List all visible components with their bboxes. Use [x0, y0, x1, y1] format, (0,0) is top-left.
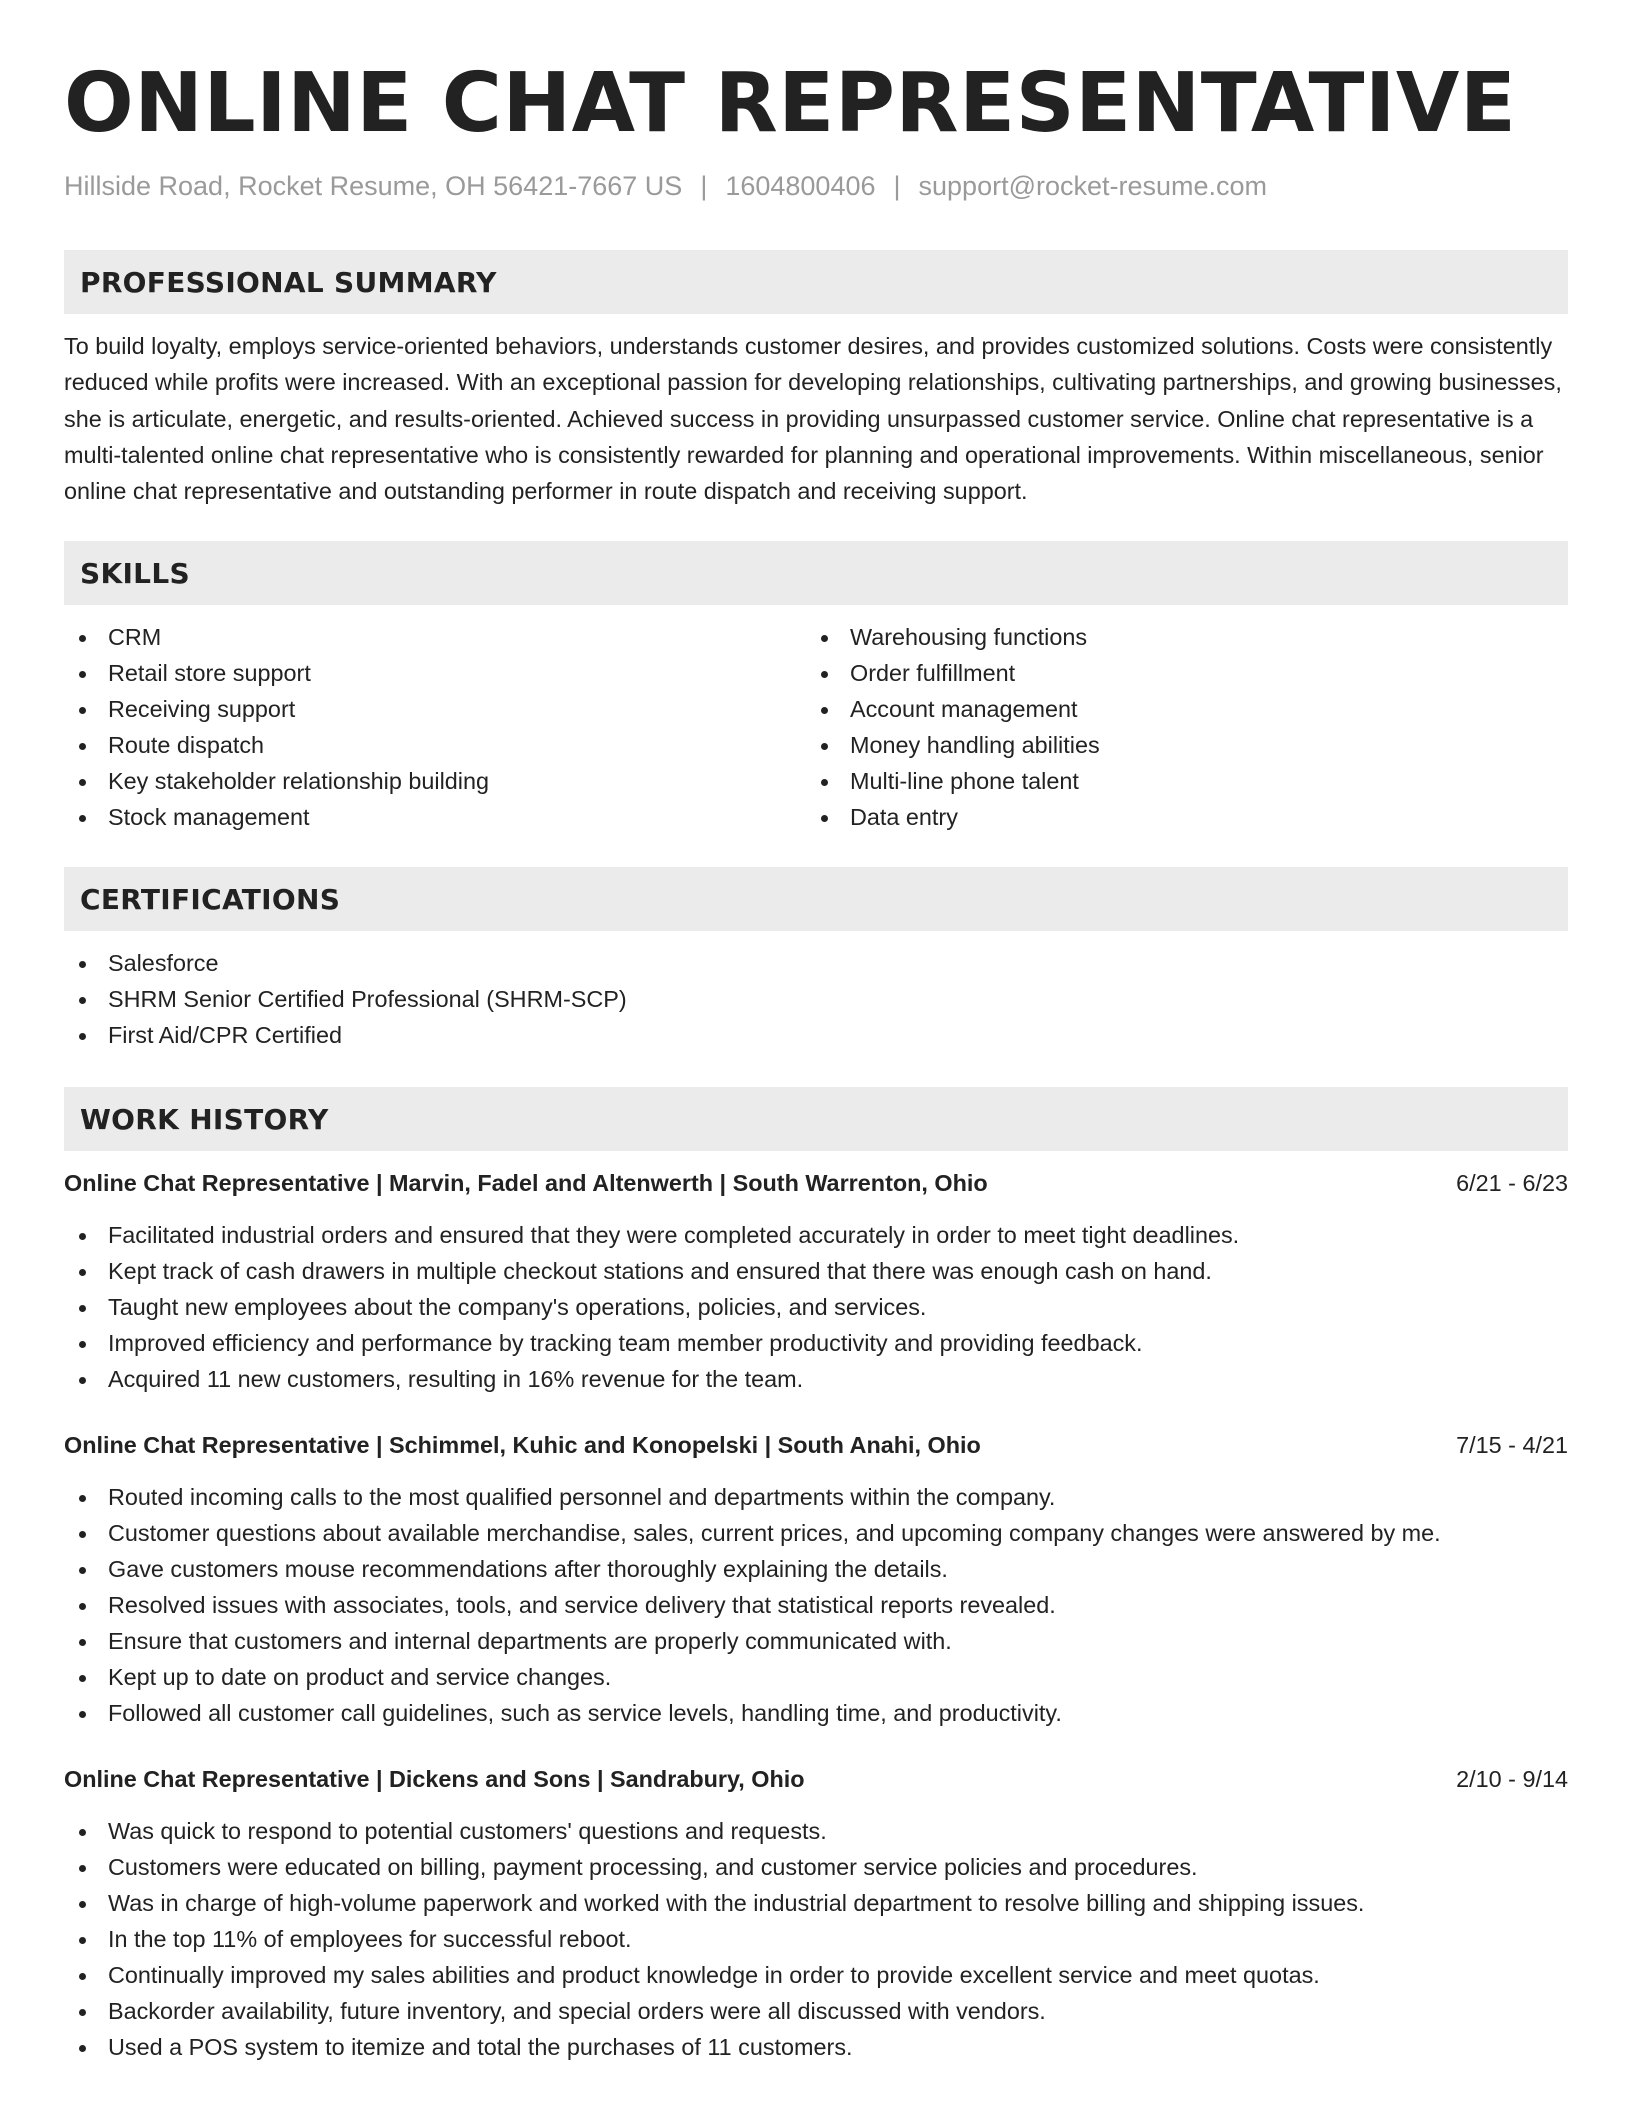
job-bullet: In the top 11% of employees for successful reboot.: [64, 1921, 1568, 1957]
job-bullet: Kept up to date on product and service changes.: [64, 1659, 1568, 1695]
job-bullet: Taught new employees about the company's operations, policies, and services.: [64, 1289, 1568, 1325]
skill-item: Retail store support: [64, 655, 806, 691]
candidate-name: ONLINE CHAT REPRESENTATIVE: [64, 56, 1517, 151]
job-bullet: Routed incoming calls to the most qualified personnel and departments within the company.: [64, 1479, 1568, 1515]
work-history-section-header: [64, 1087, 1568, 1151]
certification-item: Salesforce: [64, 945, 1568, 981]
skill-item: Stock management: [64, 799, 806, 835]
job-entry: [64, 1165, 1568, 1397]
job-bullet: Kept track of cash drawers in multiple checkout stations and ensured that there was enough cash on hand.: [64, 1253, 1568, 1289]
summary-text: To build loyalty, employs service-oriented behaviors, understands customer desires, and provides customized solutions. Costs were consistently reduced while profits were increased. With an exceptional passion for developing relationships, cultivating partnerships, and growing businesses, she is articulate, energetic, and results-oriented. Achieved success in providing unsurpassed customer service. Online chat representative is a multi-talented online chat representative who is consistently rewarded for planning and operational improvements. Within miscellaneous, senior online chat representative and outstanding performer in route dispatch and receiving support.: [64, 333, 1562, 505]
job-bullet: Customers were educated on billing, payment processing, and customer service policies and procedures.: [64, 1849, 1568, 1885]
job-dates: 2/10 - 9/14: [1456, 1766, 1568, 1793]
contact-address: Hillside Road, Rocket Resume, OH 56421-7667 US: [64, 171, 683, 201]
skill-item: Data entry: [806, 799, 1548, 835]
job-bullet: Used a POS system to itemize and total the purchases of 11 customers.: [64, 2029, 1568, 2065]
skills-section-header: [64, 541, 1568, 605]
job-title: Online Chat Representative | Marvin, Fadel and Altenwerth | South Warrenton, Ohio: [64, 1170, 988, 1197]
job-title: Online Chat Representative | Schimmel, Kuhic and Konopelski | South Anahi, Ohio: [64, 1432, 981, 1459]
skill-item: Account management: [806, 691, 1548, 727]
skill-item: Receiving support: [64, 691, 806, 727]
certifications-heading: CERTIFICATIONS: [80, 882, 341, 916]
job-bullet: Gave customers mouse recommendations after thoroughly explaining the details.: [64, 1551, 1568, 1587]
job-dates: 7/15 - 4/21: [1456, 1432, 1568, 1459]
skill-item: Order fulfillment: [806, 655, 1548, 691]
skills-list-right: [806, 619, 1548, 835]
summary-section-header: [64, 250, 1568, 314]
job-bullet: Ensure that customers and internal departments are properly communicated with.: [64, 1623, 1568, 1659]
job-bullet: Followed all customer call guidelines, such as service levels, handling time, and productivity.: [64, 1695, 1568, 1731]
contact-email[interactable]: support@rocket-resume.com: [918, 171, 1268, 201]
job-header: [64, 1761, 1568, 1797]
skill-item: CRM: [64, 619, 806, 655]
job-title: Online Chat Representative | Dickens and Sons | Sandrabury, Ohio: [64, 1766, 805, 1793]
skills-grid: [64, 619, 1568, 835]
job-bullet: Resolved issues with associates, tools, and service delivery that statistical reports revealed.: [64, 1587, 1568, 1623]
job-bullet: Was in charge of high-volume paperwork and worked with the industrial department to resolve billing and shipping issues.: [64, 1885, 1568, 1921]
certification-item: First Aid/CPR Certified: [64, 1017, 1568, 1053]
skills-heading: SKILLS: [80, 556, 190, 590]
skill-item: Money handling abilities: [806, 727, 1548, 763]
job-bullet: Facilitated industrial orders and ensured that they were completed accurately in order to meet tight deadlines.: [64, 1217, 1568, 1253]
work-history-heading: WORK HISTORY: [80, 1102, 329, 1136]
skill-item: Route dispatch: [64, 727, 806, 763]
job-bullets: [64, 1479, 1568, 1731]
certifications-section-header: [64, 867, 1568, 931]
summary-heading: PROFESSIONAL SUMMARY: [80, 265, 497, 299]
job-bullet: Acquired 11 new customers, resulting in 16% revenue for the team.: [64, 1361, 1568, 1397]
job-bullet: Improved efficiency and performance by tracking team member productivity and providing feedback.: [64, 1325, 1568, 1361]
skill-item: Warehousing functions: [806, 619, 1548, 655]
job-bullet: Continually improved my sales abilities and product knowledge in order to provide excellent service and meet quotas.: [64, 1957, 1568, 1993]
job-entry: [64, 1761, 1568, 2065]
skill-item: Multi-line phone talent: [806, 763, 1548, 799]
certifications-list: [64, 945, 1568, 1053]
contact-phone: 1604800406: [725, 171, 876, 201]
job-bullets: [64, 1813, 1568, 2065]
skills-list-left: [64, 619, 806, 835]
job-bullets: [64, 1217, 1568, 1397]
job-dates: 6/21 - 6/23: [1456, 1170, 1568, 1197]
skill-item: Key stakeholder relationship building: [64, 763, 806, 799]
job-header: [64, 1427, 1568, 1463]
contact-line: [64, 166, 1568, 206]
job-header: [64, 1165, 1568, 1201]
contact-separator: |: [700, 171, 708, 201]
certification-item: SHRM Senior Certified Professional (SHRM-SCP): [64, 981, 1568, 1017]
job-bullet: Was quick to respond to potential customers' questions and requests.: [64, 1813, 1568, 1849]
contact-separator: |: [893, 171, 901, 201]
job-bullet: Backorder availability, future inventory, and special orders were all discussed with vendors.: [64, 1993, 1568, 2029]
job-entry: [64, 1427, 1568, 1731]
job-bullet: Customer questions about available merchandise, sales, current prices, and upcoming company changes were answered by me.: [64, 1515, 1568, 1551]
